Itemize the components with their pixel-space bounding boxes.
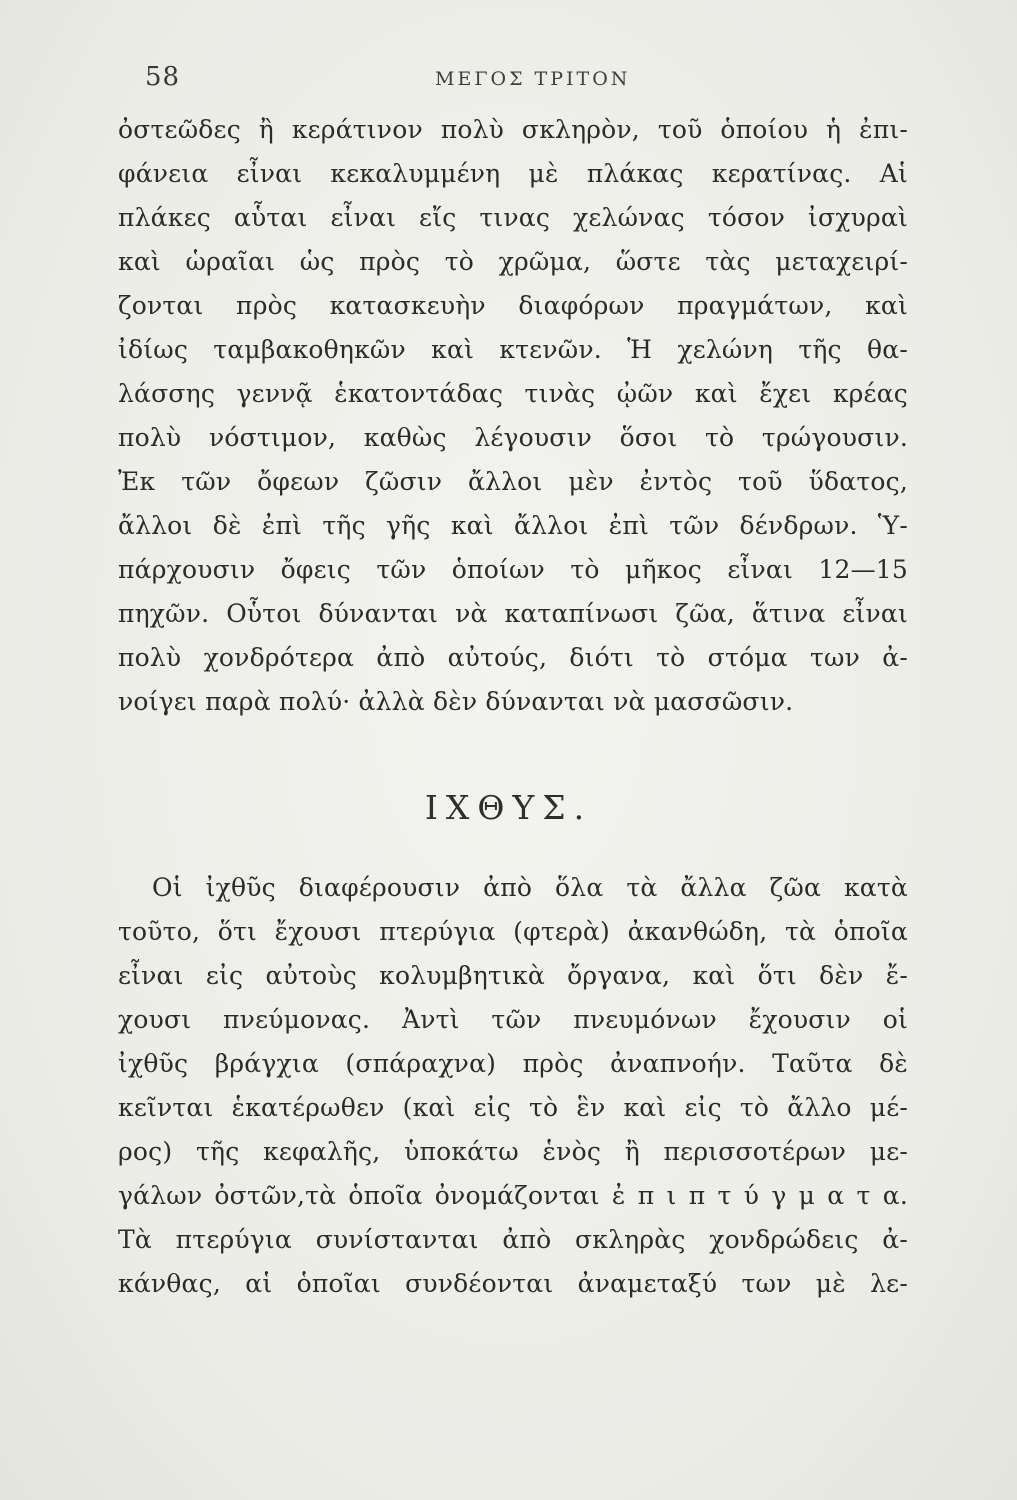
page-number: 58	[145, 62, 181, 92]
text-line: πλάκες αὗται εἶναι εἴς τινας χελώνας τόσον ἰσχυραὶ	[118, 203, 908, 232]
text-line: γάλων ὀστῶν,τὰ ὁποῖα ὀνομάζονται ἐ π ι π τ ύ γ μ α τ α.	[118, 1181, 908, 1210]
text-line: ἰχθῦς βράγχια (σπάραχνα) πρὸς ἀναπνοήν. Ταῦτα δὲ	[118, 1049, 908, 1078]
text-line: χουσι πνεύμονας. Ἀντὶ τῶν πνευμόνων ἔχουσιν οἱ	[118, 1005, 908, 1034]
text-line: πάρχουσιν ὄφεις τῶν ὁποίων τὸ μῆκος εἶναι 12—15	[118, 555, 908, 584]
paragraph-reptiles	[118, 108, 908, 724]
text-line: νοίγει παρὰ πολύ· ἀλλὰ δὲν δύνανται νὰ μασσῶσιν.	[118, 687, 794, 716]
text-line: Οἱ ἰχθῦς διαφέρουσιν ἀπὸ ὅλα τὰ ἄλλα ζῶα κατὰ	[152, 873, 908, 902]
paragraph-fish	[118, 866, 908, 1306]
text-line: κάνθας, αἱ ὁποῖαι συνδέονται ἀναμεταξύ των μὲ λε-	[118, 1269, 908, 1298]
text-line: Ἐκ τῶν ὄφεων ζῶσιν ἄλλοι μὲν ἐντὸς τοῦ ὕδατος,	[118, 467, 908, 496]
text-line: φάνεια εἶναι κεκαλυμμένη μὲ πλάκας κερατίνας. Αἱ	[118, 159, 908, 188]
text-line: ἰδίως ταμβακοθηκῶν καὶ κτενῶν. Ἡ χελώνη τῆς θα-	[118, 335, 908, 364]
text-line: Τὰ πτερύγια συνίστανται ἀπὸ σκληρὰς χονδρώδεις ἀ-	[118, 1225, 908, 1254]
text-line: ἄλλοι δὲ ἐπὶ τῆς γῆς καὶ ἄλλοι ἐπὶ τῶν δένδρων. Ὑ-	[118, 511, 908, 540]
text-line: λάσσης γεννᾷ ἑκατοντάδας τινὰς ᾠῶν καὶ ἔχει κρέας	[118, 379, 908, 408]
text-line: πολὺ χονδρότερα ἀπὸ αὐτούς, διότι τὸ στόμα των ἀ-	[118, 643, 908, 672]
text-line: τοῦτο, ὅτι ἔχουσι πτερύγια (φτερὰ) ἀκανθώδη, τὰ ὁποῖα	[118, 917, 908, 946]
text-line: πολὺ νόστιμον, καθὼς λέγουσιν ὅσοι τὸ τρώγουσιν.	[118, 423, 908, 452]
running-title: ΜΕΓΟΣ ΤΡΙΤΟΝ	[435, 68, 631, 90]
text-line: κεῖνται ἑκατέρωθεν (καὶ εἰς τὸ ἓν καὶ εἰς τὸ ἄλλο μέ-	[118, 1093, 908, 1122]
text-line: ὀστεῶδες ἢ κεράτινον πολὺ σκληρὸν, τοῦ ὁποίου ἡ ἐπι-	[118, 115, 908, 144]
text-line: εἶναι εἰς αὐτοὺς κολυμβητικὰ ὄργανα, καὶ ὅτι δὲν ἔ-	[118, 961, 908, 990]
text-line: ρος) τῆς κεφαλῆς, ὑποκάτω ἑνὸς ἢ περισσοτέρων με-	[118, 1137, 908, 1166]
text-line: πηχῶν. Οὗτοι δύνανται νὰ καταπίνωσι ζῶα, ἅτινα εἶναι	[118, 599, 908, 628]
section-heading: ΙΧΘΥΣ.	[424, 788, 593, 827]
text-line: καὶ ὡραῖαι ὡς πρὸς τὸ χρῶμα, ὥστε τὰς μεταχειρί-	[118, 247, 908, 276]
page-header	[145, 62, 905, 102]
text-line: ζονται πρὸς κατασκευὴν διαφόρων πραγμάτων, καὶ	[118, 291, 908, 320]
